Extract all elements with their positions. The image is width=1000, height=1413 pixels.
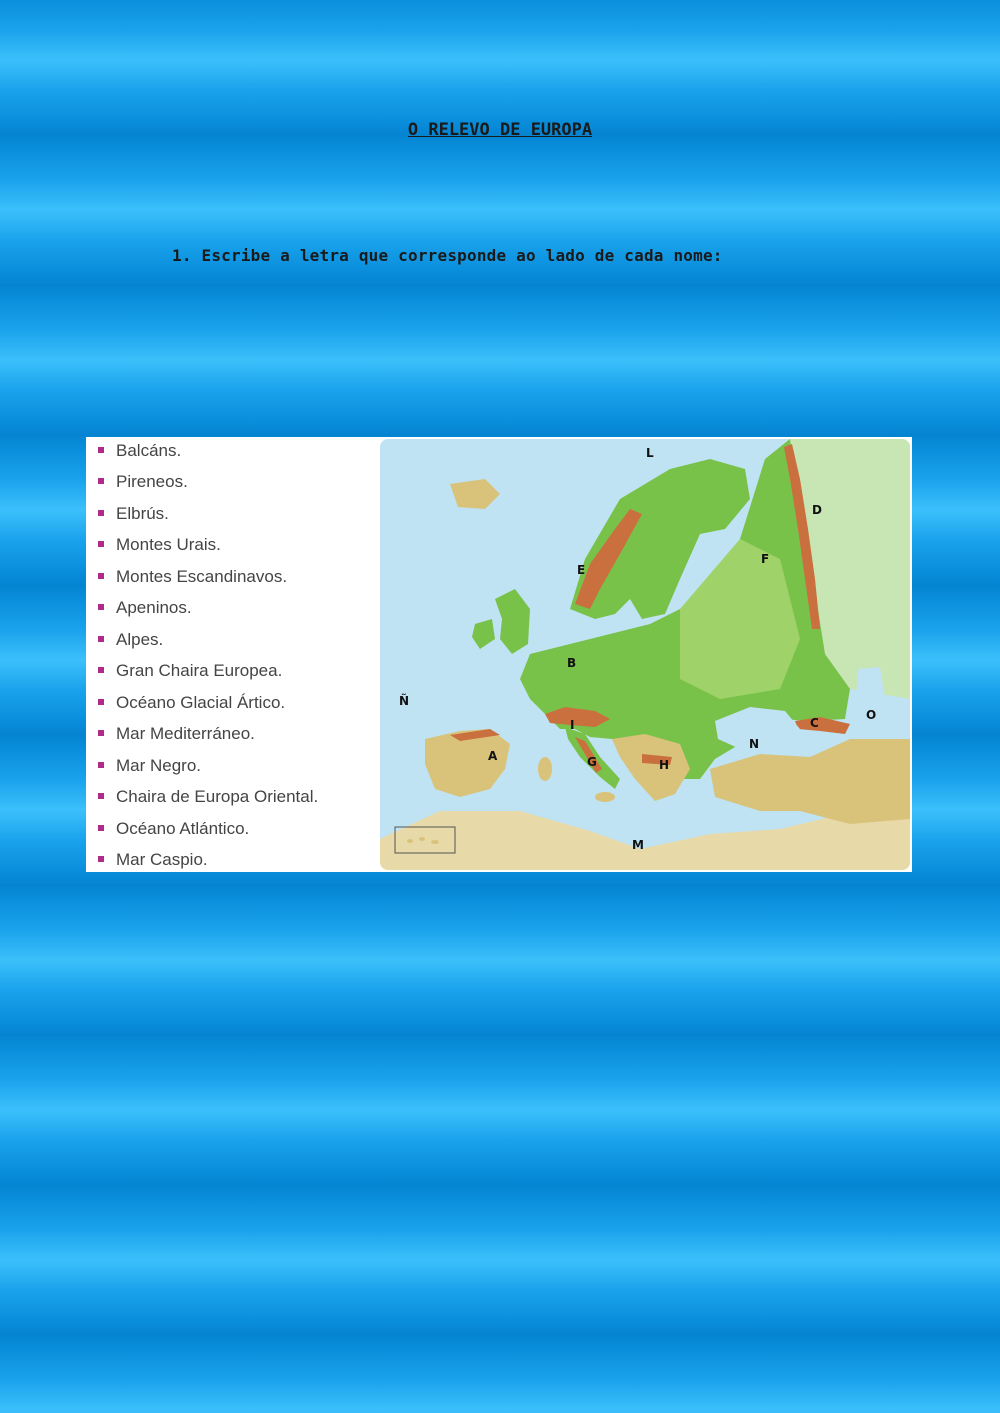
map-letter-m: M — [632, 838, 644, 852]
list-item-label: Balcáns. — [116, 441, 182, 460]
list-item — [98, 848, 208, 872]
list-item-label: Mar Mediterráneo. — [116, 724, 255, 743]
list-item — [98, 754, 201, 778]
list-item — [98, 817, 249, 841]
list-item — [98, 439, 181, 463]
map-letter-a: A — [488, 749, 498, 763]
bullet-icon — [98, 793, 104, 799]
bullet-icon — [98, 667, 104, 673]
bullet-icon — [98, 510, 104, 516]
bullet-icon — [98, 856, 104, 862]
map-letter-b: B — [567, 656, 577, 670]
map-letter-i: I — [570, 718, 575, 732]
map-letter-e: E — [577, 563, 586, 577]
bullet-icon — [98, 604, 104, 610]
bullet-icon — [98, 636, 104, 642]
list-item-label: Océano Atlántico. — [116, 819, 250, 838]
list-item-label: Elbrús. — [116, 504, 169, 523]
map-svg — [380, 439, 910, 870]
list-item — [98, 533, 221, 557]
map-letter-g: G — [587, 755, 597, 769]
island — [407, 839, 413, 843]
list-item-label: Gran Chaira Europea. — [116, 661, 283, 680]
sicily — [595, 792, 615, 802]
map-letter-c: C — [810, 716, 819, 730]
page-title: O RELEVO DE EUROPA — [407, 120, 593, 140]
exercise-panel — [86, 437, 912, 872]
list-item — [98, 502, 169, 526]
map-letter-enye: Ñ — [399, 694, 410, 708]
list-item — [98, 691, 285, 715]
island — [431, 840, 439, 844]
island — [419, 837, 425, 841]
bullet-icon — [98, 730, 104, 736]
bullet-icon — [98, 825, 104, 831]
map-letter-d: D — [812, 503, 822, 517]
list-item — [98, 565, 287, 589]
list-item — [98, 628, 163, 652]
sardinia-corsica — [538, 757, 552, 781]
map-letter-f: F — [761, 552, 770, 566]
bullet-icon — [98, 762, 104, 768]
list-item-label: Alpes. — [116, 630, 164, 649]
list-item-label: Montes Escandinavos. — [116, 567, 288, 586]
list-item-label: Océano Glacial Ártico. — [116, 693, 286, 712]
list-item-label: Mar Negro. — [116, 756, 202, 775]
map-letter-n: N — [749, 737, 760, 751]
list-item-label: Chaira de Europa Oriental. — [116, 787, 319, 806]
list-item — [98, 470, 188, 494]
exercise-instruction: 1. Escribe a letra que corresponde ao lado de cada nome: — [172, 246, 723, 265]
bullet-icon — [98, 478, 104, 484]
list-item — [98, 659, 282, 683]
map-letter-o: O — [866, 708, 877, 722]
list-item-label: Mar Caspio. — [116, 850, 208, 869]
list-item-label: Pireneos. — [116, 472, 188, 491]
europe-relief-map — [380, 439, 910, 870]
list-item — [98, 596, 192, 620]
map-letter-l: L — [646, 446, 654, 460]
list-item — [98, 722, 255, 746]
list-item-label: Montes Urais. — [116, 535, 221, 554]
list-item-label: Apeninos. — [116, 598, 192, 617]
bullet-icon — [98, 541, 104, 547]
map-letter-h: H — [659, 758, 670, 772]
bullet-icon — [98, 447, 104, 453]
names-list — [86, 437, 378, 872]
bullet-icon — [98, 573, 104, 579]
list-item — [98, 785, 318, 809]
bullet-icon — [98, 699, 104, 705]
